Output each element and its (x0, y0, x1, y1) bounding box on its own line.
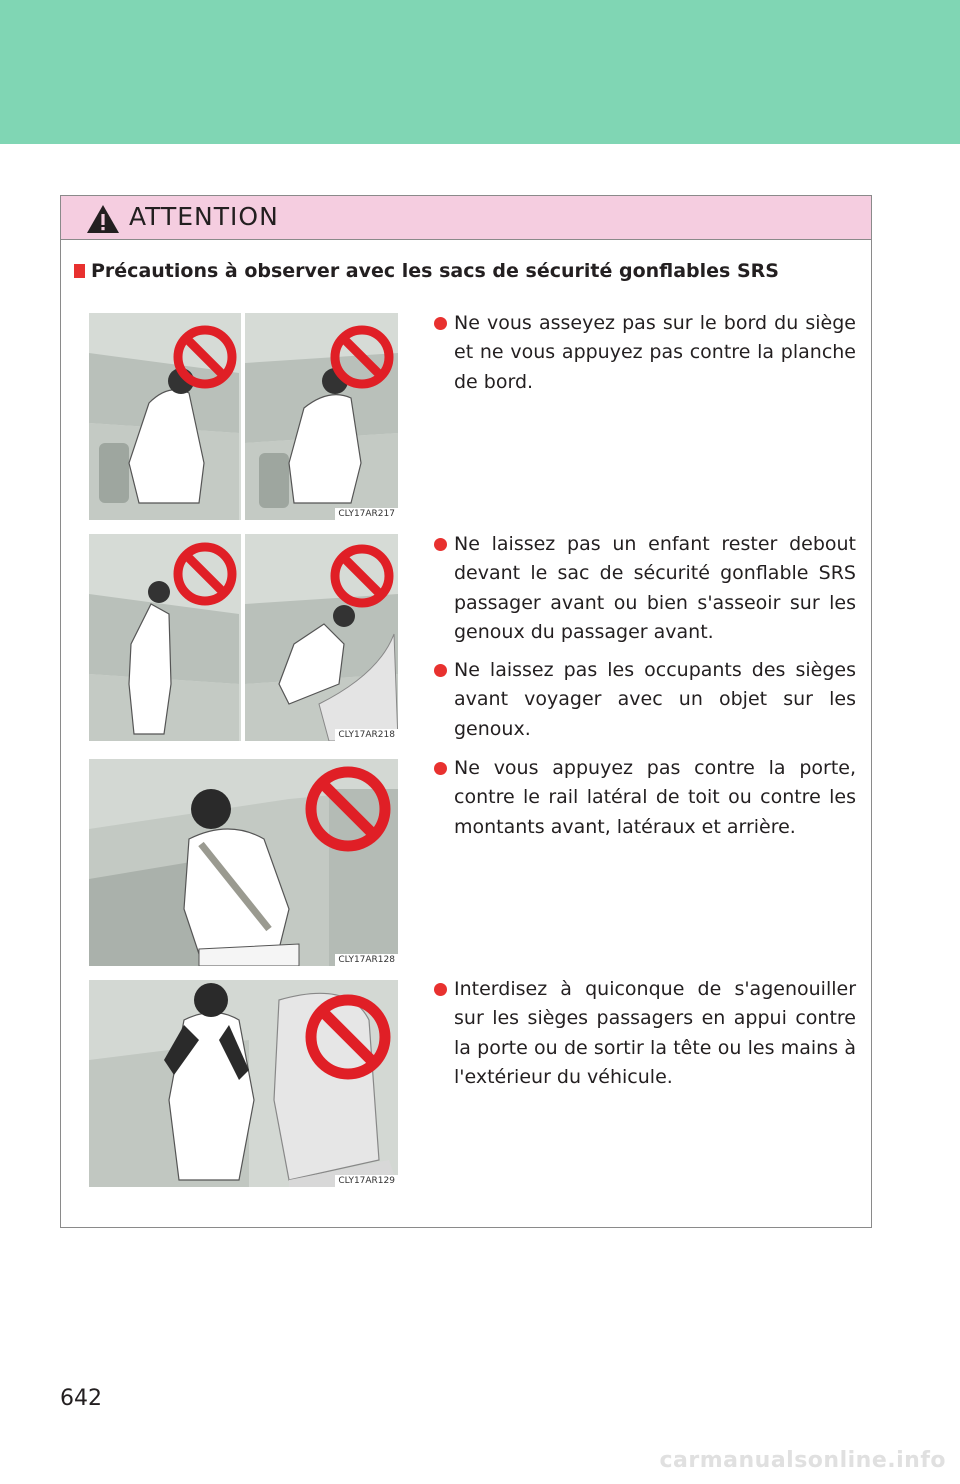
section-heading (74, 260, 779, 282)
watermark-url: carmanualsonline.info (659, 1448, 946, 1473)
illustration-child-standing (89, 534, 398, 741)
square-bullet-icon (74, 264, 85, 278)
warning-triangle-icon (86, 204, 120, 234)
bullet-dot-icon (434, 664, 447, 677)
illustration-leaning-door (89, 759, 398, 966)
warning-title: ATTENTION (129, 202, 279, 231)
bullet-text: Ne vous asseyez pas sur le bord du siège et ne vous appuyez pas contre la planche de bord. (454, 312, 856, 393)
illustration-code: CLY17AR129 (335, 1175, 398, 1187)
bullet-item (434, 656, 856, 744)
bullet-dot-icon (434, 762, 447, 775)
page-number: 642 (60, 1386, 102, 1411)
bullet-dot-icon (434, 983, 447, 996)
bullet-text: Ne laissez pas un enfant rester debout devant le sac de sécurité gonflable SRS passager avant ou bien s'asseoir sur les genoux du passager avant. (454, 533, 856, 643)
bullet-item (434, 754, 856, 842)
illustration-code: CLY17AR218 (335, 729, 398, 741)
illustration-code: CLY17AR217 (335, 508, 398, 520)
bullet-item (434, 309, 856, 397)
illustration-kneeling (89, 980, 398, 1187)
bullet-text: Interdisez à quiconque de s'agenouiller sur les sièges passagers en appui contre la porte ou de sortir la tête ou les mains à l'extérieur du véhicule. (454, 978, 856, 1088)
header-band (0, 0, 960, 144)
bullet-item (434, 530, 856, 647)
illustration-seat-edge (89, 313, 398, 520)
bullet-text: Ne laissez pas les occupants des sièges avant voyager avec un objet sur les genoux. (454, 659, 856, 740)
bullet-dot-icon (434, 317, 447, 330)
bullet-dot-icon (434, 538, 447, 551)
illustration-code: CLY17AR128 (335, 954, 398, 966)
warning-header (61, 196, 871, 240)
bullet-item (434, 975, 856, 1092)
bullet-text: Ne vous appuyez pas contre la porte, contre le rail latéral de toit ou contre les montants avant, latéraux et arrière. (454, 757, 856, 838)
section-heading-text: Précautions à observer avec les sacs de sécurité gonflables SRS (91, 260, 779, 282)
